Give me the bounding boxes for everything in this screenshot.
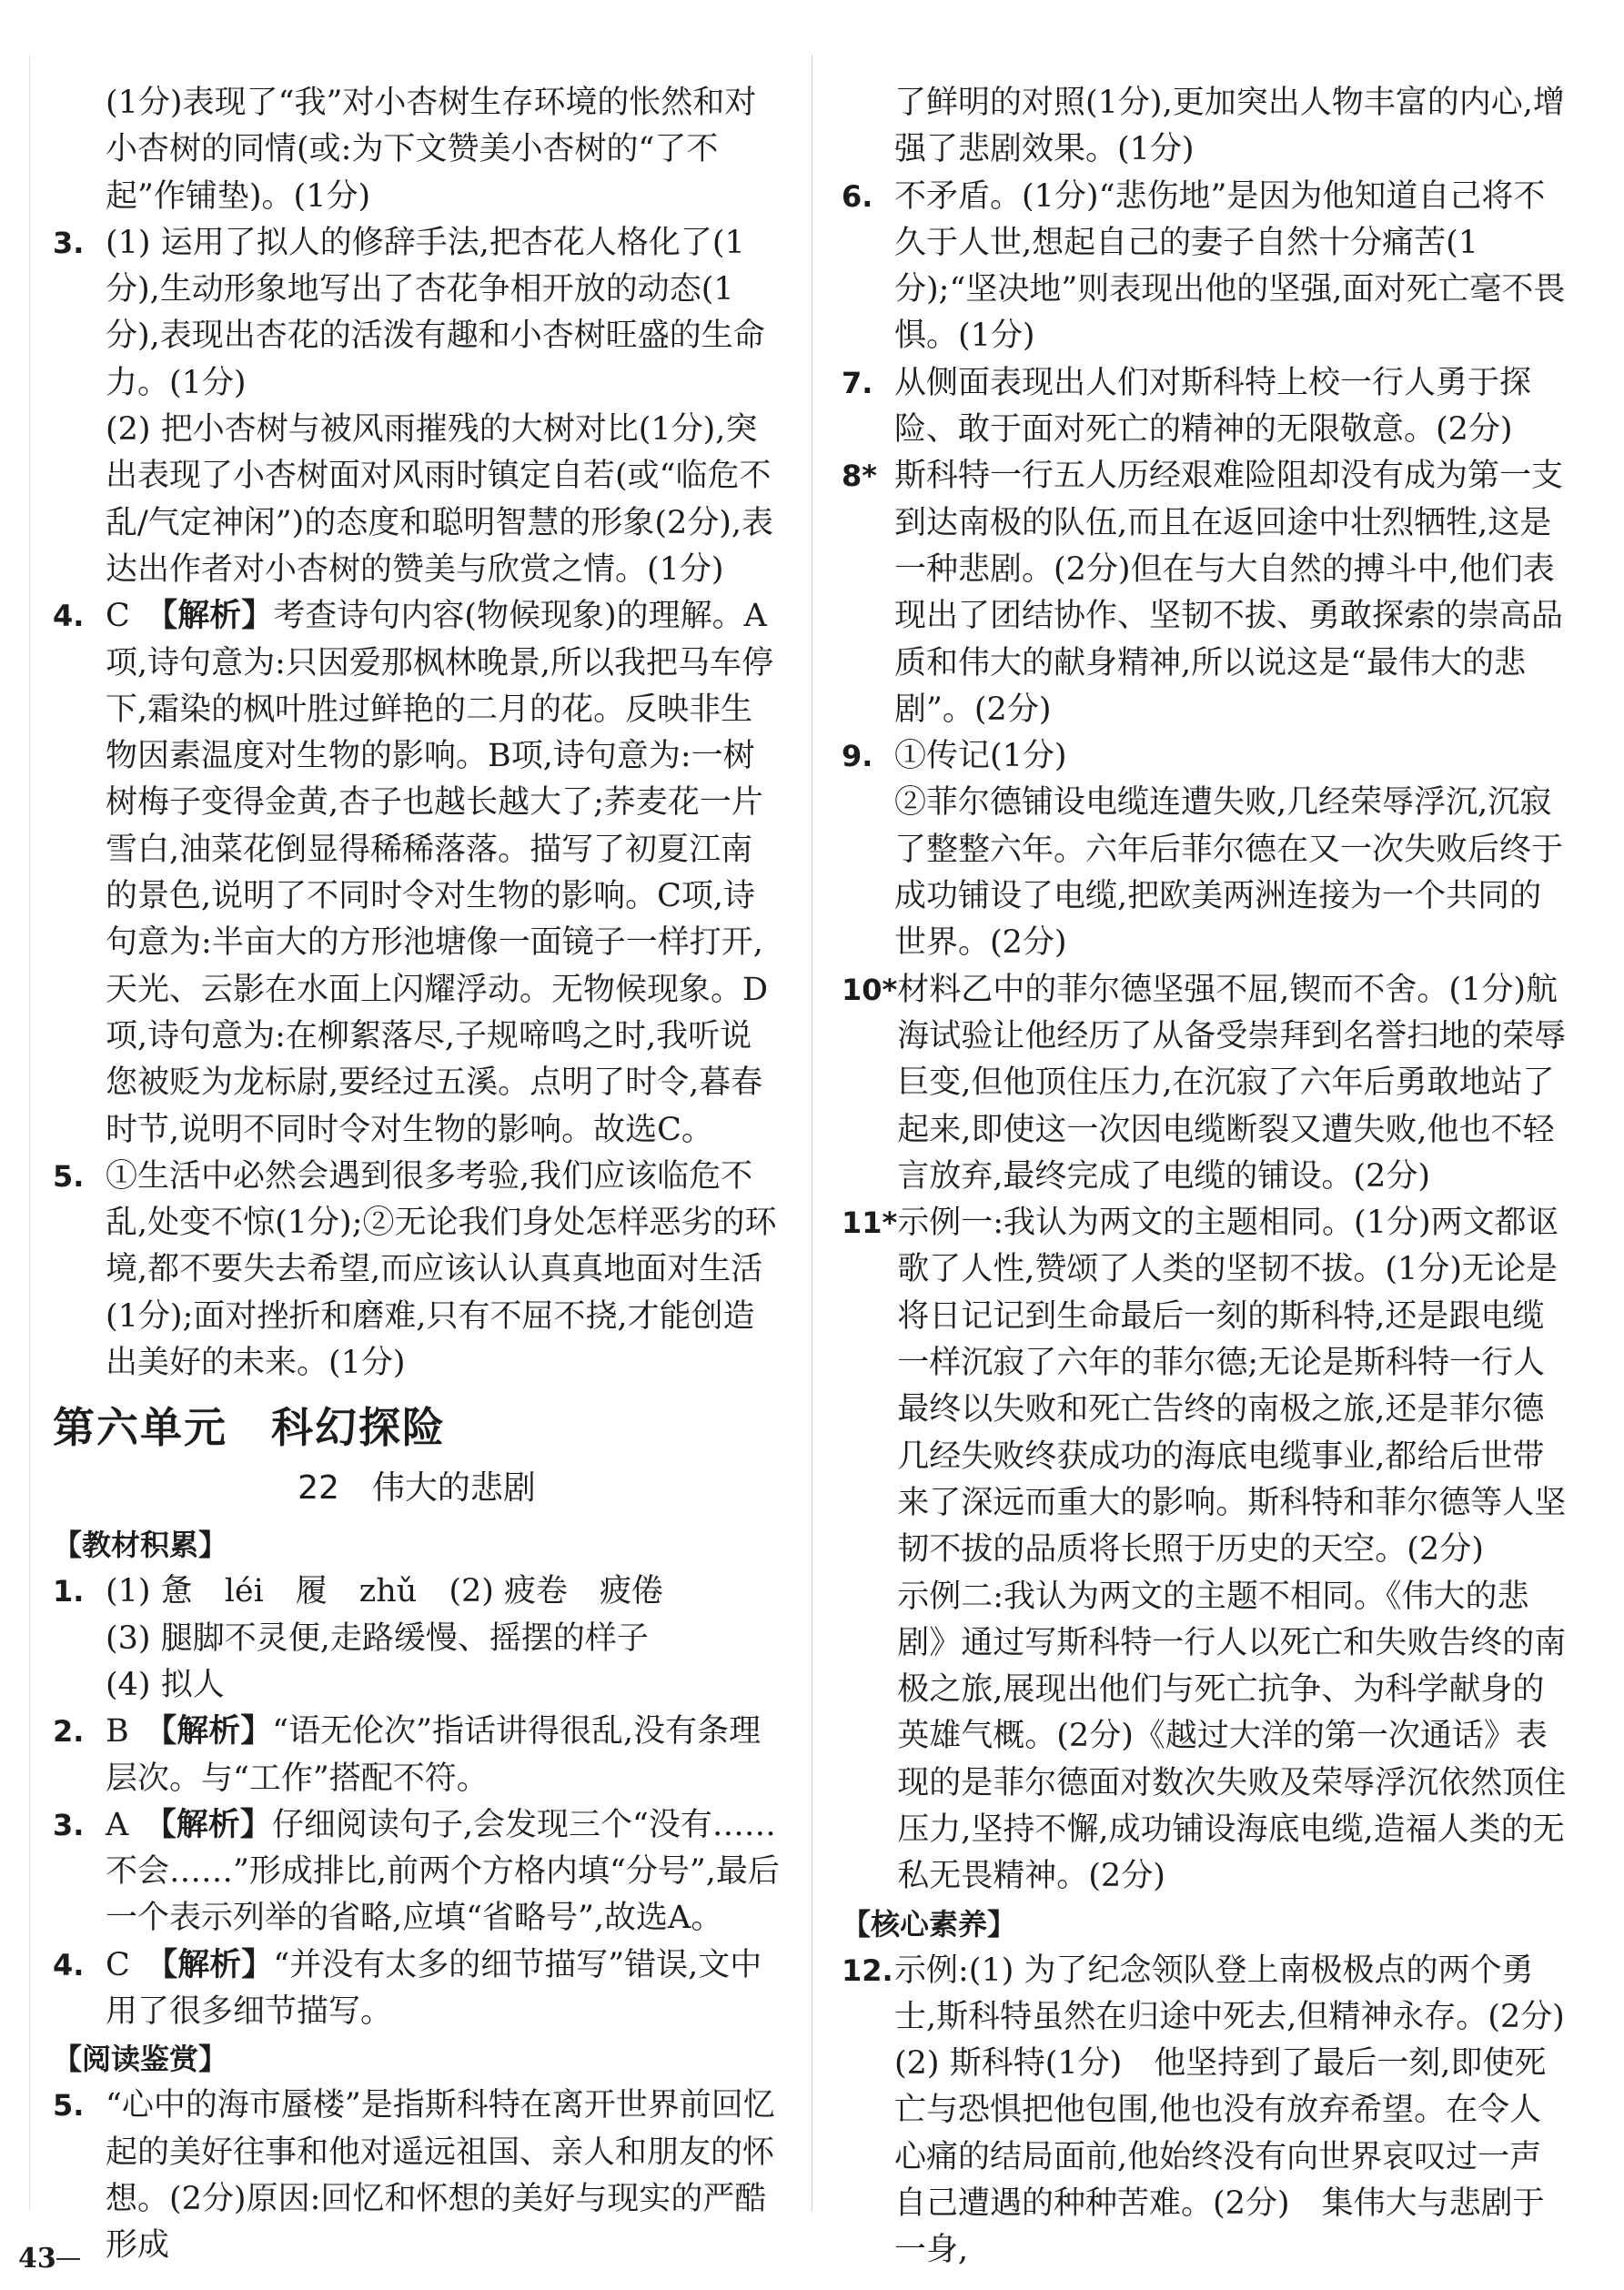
answer-text: ②菲尔德铺设电缆连遭失败,几经荣辱浮沉,沉寂了整整六年。六年后菲尔德在又一次失败后终于成功铺设了电缆,把欧美两洲连接为一个共同的世界。(2分) bbox=[894, 784, 1564, 962]
answer-3 bbox=[53, 220, 781, 593]
answer-number: 9. bbox=[842, 739, 873, 774]
answer-choice: C bbox=[106, 1946, 130, 1983]
answer-number: 10* bbox=[842, 972, 898, 1007]
answer-number: 5. bbox=[53, 2088, 85, 2124]
unit-title: 第六单元 科幻探险 bbox=[53, 1403, 446, 1453]
answer-text: “心中的海市蜃楼”是指斯科特在离开世界前回忆起的美好往事和他对遥远祖国、亲人和朋友的怀想。(2分)原因:回忆和怀想的美好与现实的严酷形成 bbox=[106, 2087, 775, 2265]
answer-6 bbox=[842, 174, 1569, 360]
answer-10 bbox=[842, 967, 1569, 1200]
lesson-title: 22 伟大的悲剧 bbox=[298, 1469, 536, 1508]
answer-8 bbox=[842, 453, 1569, 733]
answer-text: 斯科特一行五人历经艰难险阻却没有成为第一支到达南极的队伍,而且在返回途中壮烈牺牲,这是一种悲剧。(2分)但在与大自然的搏斗中,他们表现出了团结协作、坚韧不拔、勇敢探索的崇高品质和伟大的献身精神,所以说这是“最伟大的悲剧”。(2分) bbox=[894, 458, 1564, 728]
answer-number: 7. bbox=[842, 365, 873, 400]
answer-text: (1) 运用了拟人的修辞手法,把杏花人格化了(1分),生动形象地写出了杏花争相开放的动态(1分),表现出杏花的活泼有趣和小杏树旺盛的生命力。(1分) bbox=[106, 224, 765, 401]
answer-1 bbox=[53, 1569, 781, 1709]
page-number: 43 bbox=[18, 2243, 56, 2275]
answer-text: 不矛盾。(1分)“悲伤地”是因为他知道自己将不久于人世,想起自己的妻子自然十分痛苦(1分);“坚决地”则表现出他的坚强,面对死亡毫不畏惧。(1分) bbox=[894, 177, 1566, 355]
answer-text: 示例:(1) 为了纪念领队登上南极极点的两个勇士,斯科特虽然在归途中死去,但精神永存。(2分) bbox=[894, 1952, 1565, 2035]
answer-5 bbox=[53, 1154, 781, 1387]
answer-number: 5. bbox=[53, 1158, 85, 1194]
answer-2 bbox=[53, 1709, 781, 1802]
answer-number: 2. bbox=[53, 1714, 85, 1750]
answer-5-continued: 了鲜明的对照(1分),更加突出人物丰富的内心,增强了悲剧效果。(1分) bbox=[894, 85, 1565, 168]
answer-5b bbox=[53, 2083, 781, 2269]
answer-choice: A bbox=[106, 1806, 129, 1843]
answer-3b bbox=[53, 1802, 781, 1942]
answer-12 bbox=[842, 1948, 1569, 2275]
answer-2-continued: (1分)表现了“我”对小杏树生存环境的怅然和对小杏树的同情(或:为下文赞美小杏树的“了不起”作铺垫)。(1分) bbox=[106, 85, 757, 215]
analysis-tag: 【解析】 bbox=[161, 1946, 274, 1983]
answer-text: ①传记(1分) bbox=[894, 738, 1067, 775]
answer-number: 3. bbox=[53, 1807, 85, 1842]
left-column bbox=[53, 80, 781, 2269]
answer-text: 示例二:我认为两文的主题不相同。《伟大的悲剧》通过写斯科特一行人以死亡和失败告终的南极之旅,展现出他们与死亡抗争、为科学献身的英雄气概。(2分)《越过大洋的第一次通话》表现的是菲尔德面对数次失败及荣辱浮沉依然顶住压力,坚持不懈,成功铺设海底电缆,造福人类的无私无畏精神。(2分) bbox=[897, 1578, 1567, 1895]
answer-text: 仔细阅读句子,会发现三个“没有……不会……”形成排比,前两个方格内填“分号”,最后一个表示列举的省略,应填“省略号”,故选A。 bbox=[106, 1806, 780, 1937]
section-heading: 【阅读鉴赏】 bbox=[53, 2042, 228, 2077]
answer-text: 示例一:我认为两文的主题相同。(1分)两文都讴歌了人性,赞颂了人类的坚韧不拔。(1分)无论是将日记记到生命最后一刻的斯科特,还是跟电缆一样沉寂了六年的菲尔德;无论是斯科特一行人最终以失败和死亡告终的南极之旅,还是菲尔德几经失败终获成功的海底电缆事业,都给后世带来了深远而重大的影响。斯科特和菲尔德等人坚韧不拔的品质将长照于历史的天空。(2分) bbox=[897, 1205, 1567, 1569]
answer-choice: B bbox=[106, 1713, 129, 1750]
left-margin-rule bbox=[29, 55, 30, 2211]
answer-number: 3. bbox=[53, 225, 85, 260]
answer-text: (1) 惫 léi 履 zhǔ (2) 疲卷 疲倦 bbox=[106, 1573, 664, 1610]
answer-text: “并没有太多的细节描写”错误,文中用了很多细节描写。 bbox=[106, 1946, 762, 2030]
analysis-tag: 【解析】 bbox=[160, 1713, 273, 1750]
answer-text: 从侧面表现出人们对斯科特上校一行人勇于探险、敢于面对死亡的精神的无限敬意。(2分) bbox=[894, 364, 1532, 449]
answer-4 bbox=[53, 593, 781, 1154]
answer-number: 1. bbox=[53, 1574, 85, 1609]
answer-number: 12. bbox=[842, 1952, 893, 1988]
right-column bbox=[842, 80, 1569, 2275]
answer-7 bbox=[842, 360, 1569, 454]
answer-text: (2) 把小杏树与被风雨摧残的大树对比(1分),突出表现了小杏树面对风雨时镇定自若(或“临危不乱/气定神闲”)的态度和聪明智慧的形象(2分),表达出作者对小杏树的赞美与欣赏之情。(1分) bbox=[106, 411, 774, 588]
answer-text: ①生活中必然会遇到很多考验,我们应该临危不乱,处变不惊(1分);②无论我们身处怎样恶劣的环境,都不要失去希望,而应该认认真真地面对生活(1分);面对挫折和磨难,只有不屈不挠,才能创造出美好的未来。(1分) bbox=[106, 1157, 777, 1382]
answer-number: 8* bbox=[842, 459, 877, 494]
answer-number: 4. bbox=[53, 1947, 85, 1982]
answer-9 bbox=[842, 733, 1569, 966]
answer-choice: C bbox=[106, 598, 130, 635]
section-heading: 【教材积累】 bbox=[53, 1528, 228, 1563]
answer-text: 考查诗句内容(物候现象)的理解。A项,诗句意为:只因爱那枫林晚景,所以我把马车停下,霜染的枫叶胜过鲜艳的二月的花。反映非生物因素温度对生物的影响。B项,诗句意为:一树树梅子变得金黄,杏子也越长越大了;荞麦花一片雪白,油菜花倒显得稀稀落落。描写了初夏江南的景色,说明了不同时令对生物的影响。C项,诗句意为:半亩大的方形池塘像一面镜子一样打开,天光、云影在水面上闪耀浮动。无物候现象。D项,诗句意为:在柳絮落尽,子规啼鸣之时,我听说您被贬为龙标尉,要经过五溪。点明了时令,暮春时节,说明不同时令对生物的影响。故选C。 bbox=[106, 598, 774, 1148]
answer-number: 6. bbox=[842, 178, 873, 214]
answer-text: (2) 斯科特(1分) 他坚持到了最后一刻,即使死亡与恐惧把他包围,他也没有放弃希望。在令人心痛的结局面前,他始终没有向世界哀叹过一声自己遭遇的种种苦难。(2分) 集伟大与悲剧于一身, bbox=[894, 2045, 1547, 2269]
answer-number: 4. bbox=[53, 599, 85, 634]
page-number-dash bbox=[56, 2258, 80, 2260]
answer-text: 材料乙中的菲尔德坚强不屈,锲而不舍。(1分)航海试验让他经历了从备受崇拜到名誉扫地的荣辱巨变,但他顶住压力,在沉寂了六年后勇敢地站了起来,即使这一次因电缆断裂又遭失败,他也不轻言放弃,最终完成了电缆的铺设。(2分) bbox=[897, 971, 1567, 1195]
answer-11 bbox=[842, 1200, 1569, 1900]
answer-text: (4) 拟人 bbox=[106, 1666, 225, 1703]
analysis-tag: 【解析】 bbox=[161, 598, 274, 635]
analysis-tag: 【解析】 bbox=[160, 1806, 272, 1843]
answer-text: (3) 腿脚不灵便,走路缓慢、摇摆的样子 bbox=[106, 1619, 649, 1657]
answer-text: “语无伦次”指话讲得很乱,没有条理层次。与“工作”搭配不符。 bbox=[106, 1713, 762, 1797]
answer-number: 11* bbox=[842, 1206, 898, 1241]
section-heading: 【核心素养】 bbox=[842, 1906, 1017, 1942]
answer-4b bbox=[53, 1942, 781, 2036]
